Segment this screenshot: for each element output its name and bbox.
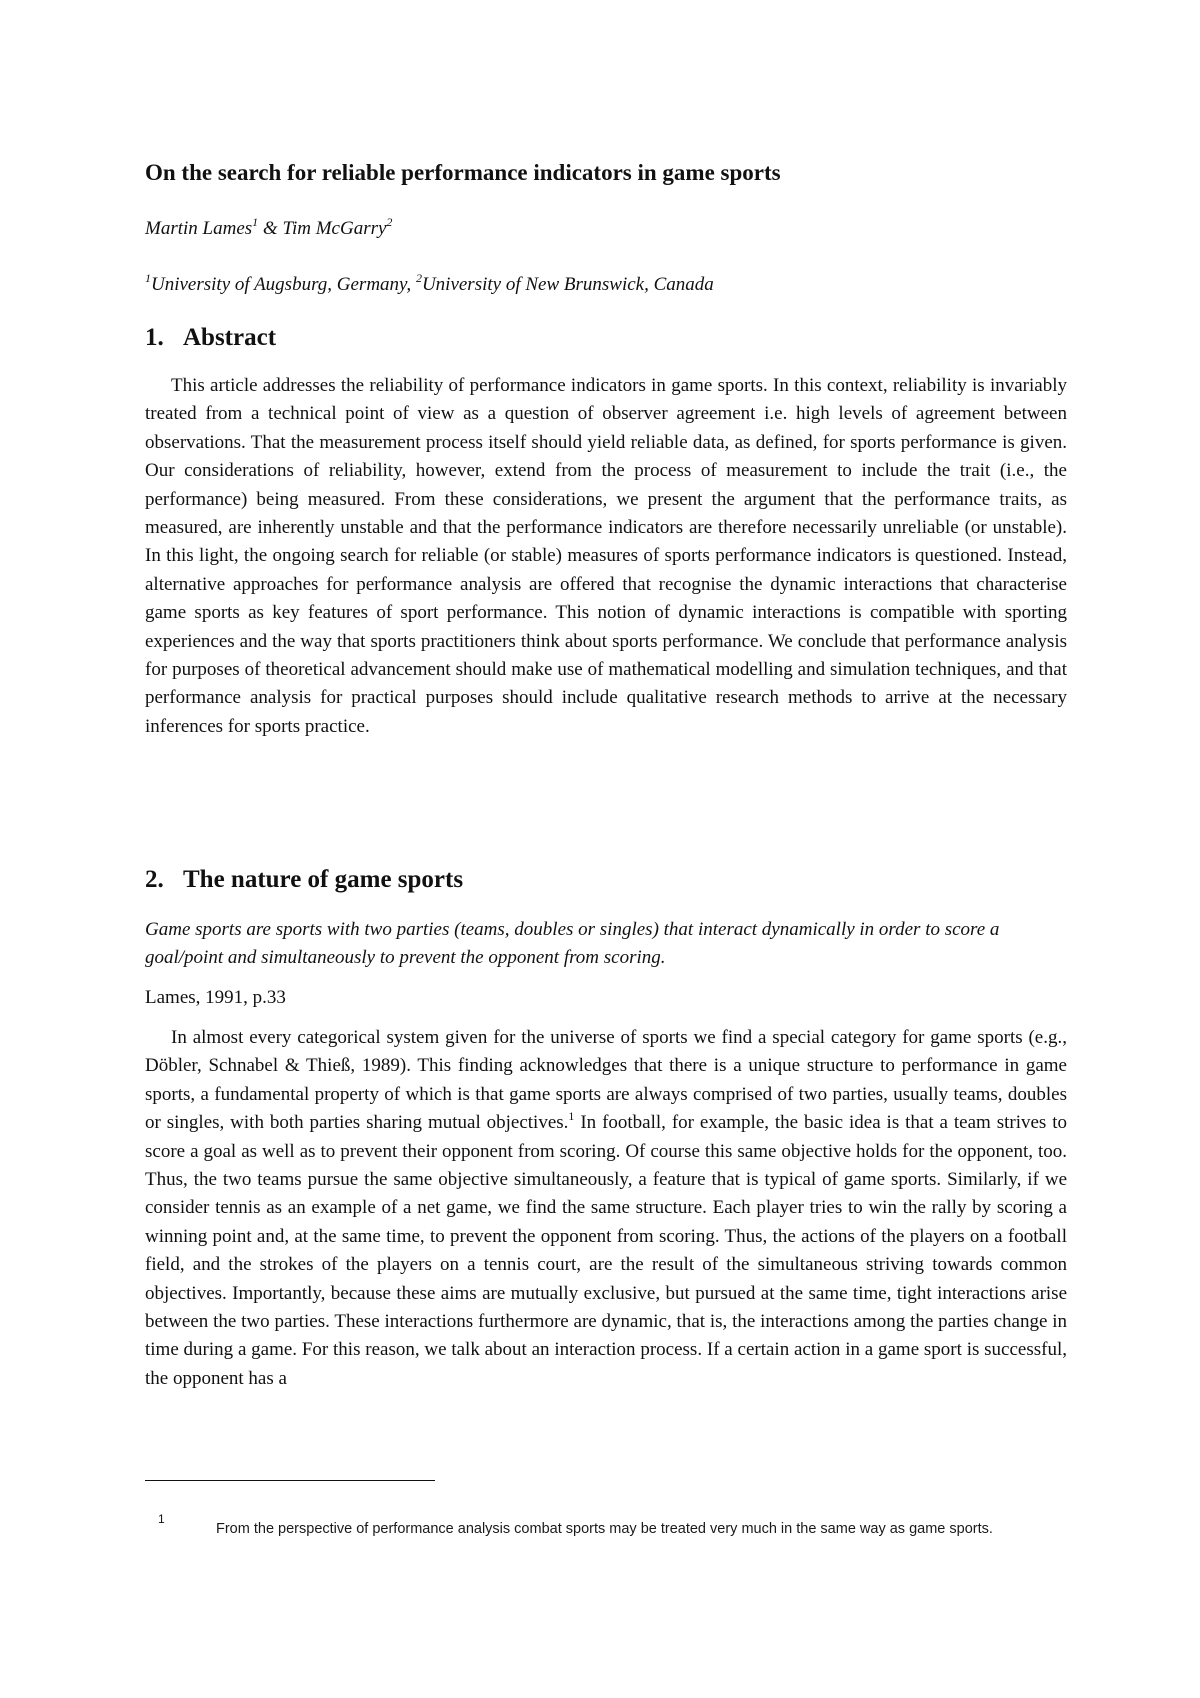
section-title: The nature of game sports — [183, 866, 464, 893]
section-number: 2. — [145, 866, 164, 893]
author-separator: & — [258, 218, 283, 239]
affiliation-mark: 2 — [415, 271, 422, 285]
definition-quote: Game sports are sports with two parties (teams, doubles or singles) that interact dynamically in order to score a goal/point and simultaneously to prevent the opponent from scoring. — [145, 919, 1000, 969]
footnote-divider — [145, 1480, 435, 1481]
affiliation-mark: 1 — [145, 271, 151, 285]
body-paragraph — [145, 1024, 1067, 1393]
section-heading-abstract — [145, 322, 276, 354]
author-name: Tim McGarry — [282, 218, 387, 239]
paragraph-text: In almost every categorical system given for the universe of sports we find a special category for game sports (e.g., Döbler, Schnabel & Thieß, 1989). This finding acknowledges that there is a unique structure to performance in game sports, a fundamental property of which is that game sports are always comprised of two parties, usually teams, doubles or singles, with both parties sharing mutual objectives. — [145, 1027, 1067, 1134]
author-line — [145, 216, 392, 242]
section-heading-nature — [145, 864, 463, 896]
author-name: Martin Lames — [145, 218, 253, 239]
abstract-paragraph: This article addresses the reliability of performance indicators in game sports. In this context, reliability is invariably treated from a technical point of view as a question of observer agreement i.e. high levels of agreement between observations. That the measurement process itself should yield reliable data, as defined, for sports performance is given. Our considerations of reliability, however, extend from the process of measurement to include the trait (i.e., the performance) being measured. From these considerations, we present the argument that the performance traits, as measured, are inherently unstable and that the performance indicators are therefore necessarily unreliable (or unstable). In this light, the ongoing search for reliable (or stable) measures of sports performance indicators is questioned. Instead, alternative approaches for performance analysis are offered that recognise the dynamic interactions that characterise game sports as key features of sport performance. This notion of dynamic interactions is compatible with sporting experiences and the way that sports practitioners think about sports performance. We conclude that performance analysis for purposes of theoretical advancement should make use of mathematical modelling and simulation techniques, and that performance analysis for practical purposes should include qualitative research methods to arrive at the necessary inferences for sports practice. — [145, 375, 1067, 737]
paper-title: On the search for reliable performance indicators in game sports — [145, 160, 781, 185]
footnote-reference[interactable]: 1 — [568, 1109, 575, 1124]
section-title: Abstract — [183, 324, 277, 351]
affiliation-text: University of New Brunswick, Canada — [421, 274, 714, 295]
paragraph-text: In football, for example, the basic idea is that a team strives to score a goal as well as to prevent their opponent from scoring. Of course this same objective holds for the opponent, too. Thus, the two teams pursue the same objective simultaneously, a feature that is typical of game sports. Similarly, if we consider tennis as an example of a net game, we find the same structure. Each player tries to win the rally by scoring a winning point and, at the same time, to prevent the opponent from scoring. Thus, the actions of the players on a football field, and the strokes of the players on a tennis court, are the result of the simultaneous striving towards common objectives. Importantly, because these aims are mutually exclusive, but pursued at the same time, tight interactions arise between the two parties. These interactions furthermore are dynamic, that is, the interactions among the parties change in time during a game. For this reason, we talk about an interaction process. If a certain action in a game sport is successful, the opponent has a — [145, 1112, 1067, 1389]
section-number: 1. — [145, 324, 164, 351]
quote-citation: Lames, 1991, p.33 — [145, 987, 286, 1008]
affiliation-text: University of Augsburg, Germany, — [151, 274, 416, 295]
footnote-text: From the perspective of performance analysis combat sports may be treated very much in the same way as game sports. — [216, 1521, 993, 1537]
author-affiliation-mark: 1 — [252, 215, 259, 229]
author-affiliation-mark: 2 — [386, 215, 393, 229]
affiliation-line — [145, 272, 714, 298]
footnote-mark: 1 — [158, 1512, 165, 1526]
